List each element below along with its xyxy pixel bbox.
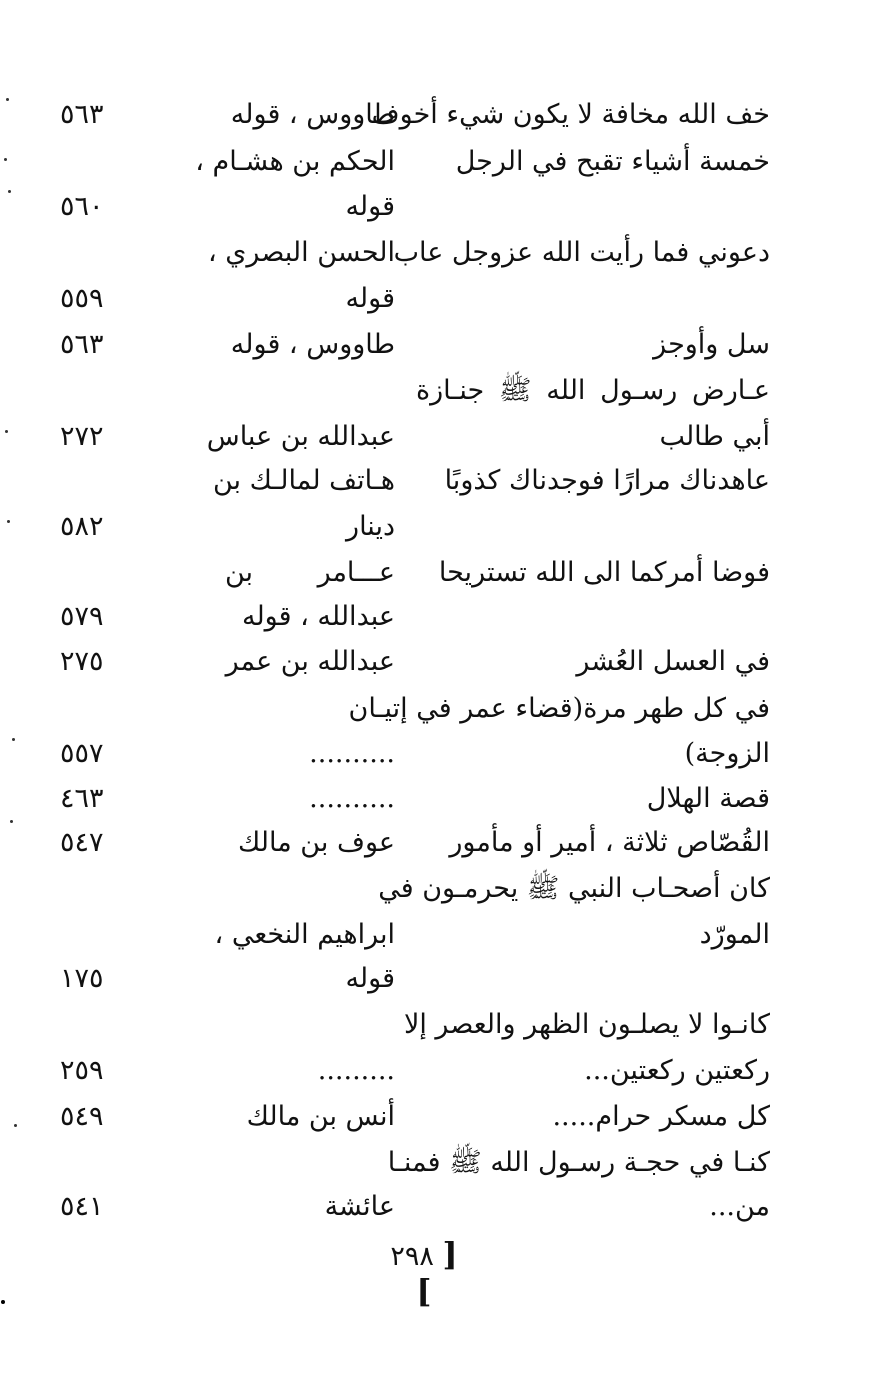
entry-narrator-line: الحكم بن هشـام ، <box>195 146 395 177</box>
scan-speck <box>8 190 11 193</box>
entry-text-line: كانـوا لا يصلـون الظهر والعصر إلا <box>403 1009 770 1040</box>
entry-text-line: كان أصحـاب النبي ﷺ يحرمـون في <box>378 873 770 904</box>
entry-page-number: ٥٤٧ <box>60 827 104 858</box>
entry-page-number: ٢٧٥ <box>60 646 104 677</box>
scan-speck <box>1 1300 5 1304</box>
entry-page-number: ١٧٥ <box>60 963 104 994</box>
scan-speck <box>7 520 10 523</box>
entry-narrator-line: عـــامر بن <box>225 557 395 588</box>
entry-page-number: ٥٦٠ <box>60 191 104 222</box>
entry-page-number: ٥٤١ <box>60 1191 104 1222</box>
entry-page-number: ٢٥٩ <box>60 1055 104 1086</box>
entry-narrator-line: الحسن البصري ، <box>208 237 395 268</box>
entry-page-number: ٢٧٢ <box>60 421 104 452</box>
entry-text-line: خمسة أشياء تقبح في الرجل <box>455 146 770 177</box>
entry-narrator-line: عبدالله ، قوله <box>241 601 395 632</box>
scan-speck <box>14 1124 17 1127</box>
entry-text-line: في كل طهر مرة(قضاء عمر في إتيـان <box>348 693 770 724</box>
footer-page-number: ٢٩٨ <box>390 1241 434 1272</box>
entry-narrator-line: .......... <box>309 783 395 814</box>
entry-page-number: ٥٥٧ <box>60 738 104 769</box>
entry-text-line: القُصّاص ثلاثة ، أمير أو مأمور <box>449 827 770 858</box>
footer-close-bracket: ] <box>416 1272 432 1310</box>
entry-text-line: كنـا في حجـة رسـول الله ﷺ فمنـا <box>387 1147 770 1178</box>
entry-text-line: ركعتين ركعتين... <box>584 1055 770 1086</box>
entry-text-line: فوضا أمركما الى الله تستريحا <box>438 557 770 588</box>
entry-text-line: أبي طالب <box>659 421 770 452</box>
entry-narrator-line: قوله <box>345 963 395 994</box>
footer-open-bracket: [ <box>442 1235 458 1273</box>
entry-text-line: دعوني فما رأيت الله عزوجل عاب <box>393 237 770 268</box>
entry-page-number: ٤٦٣ <box>60 783 104 814</box>
entry-narrator-line: عائشة <box>324 1191 395 1222</box>
entry-narrator-line: عبدالله بن عمر <box>225 646 395 677</box>
entry-text-line: المورّد <box>699 919 770 950</box>
entry-text-line: خف الله مخافة لا يكون شيء أخوف <box>371 99 770 130</box>
entry-text-line: سل وأوجز <box>653 329 770 360</box>
entry-narrator-line: عبدالله بن عباس <box>206 421 395 452</box>
entry-text-line: عاهدناك مرارًا فوجدناك كذوبًا <box>444 465 770 496</box>
scan-speck <box>10 820 13 823</box>
entry-narrator-line: دينار <box>346 511 395 542</box>
entry-page-number: ٥٦٣ <box>60 329 104 360</box>
entry-page-number: ٥٥٩ <box>60 283 104 314</box>
entry-text-line: قصة الهلال <box>646 783 770 814</box>
entry-page-number: ٥٧٩ <box>60 601 104 632</box>
entry-page-number: ٥٦٣ <box>60 99 104 130</box>
entry-page-number: ٥٤٩ <box>60 1101 104 1132</box>
entry-text-line: الزوجة) <box>684 738 770 769</box>
entry-text-line: عـارض رسـول الله ﷺ جنـازة <box>416 375 770 406</box>
entry-narrator-line: ابراهيم النخعي ، <box>214 919 395 950</box>
entry-narrator-line: هـاتف لمالـك بن <box>212 465 395 496</box>
entry-narrator-line: ......... <box>317 1055 395 1086</box>
entry-text-line: في العسل العُشر <box>576 646 770 677</box>
entry-narrator-line: قوله <box>345 283 395 314</box>
scan-speck <box>6 98 9 101</box>
scan-speck <box>5 430 8 433</box>
entry-narrator-line: طاووس ، قوله <box>230 99 395 130</box>
scan-speck <box>12 738 15 741</box>
entry-text-line: كل مسكر حرام..... <box>552 1101 770 1132</box>
entry-narrator-line: .......... <box>309 738 395 769</box>
entry-text-line: من... <box>709 1191 770 1222</box>
entry-narrator-line: أنس بن مالك <box>246 1101 395 1132</box>
page-footer-number <box>382 1235 466 1310</box>
scan-speck <box>4 158 7 161</box>
entry-narrator-line: طاووس ، قوله <box>230 329 395 360</box>
entry-narrator-line: قوله <box>345 191 395 222</box>
entry-page-number: ٥٨٢ <box>60 511 104 542</box>
entry-narrator-line: عوف بن مالك <box>238 827 395 858</box>
